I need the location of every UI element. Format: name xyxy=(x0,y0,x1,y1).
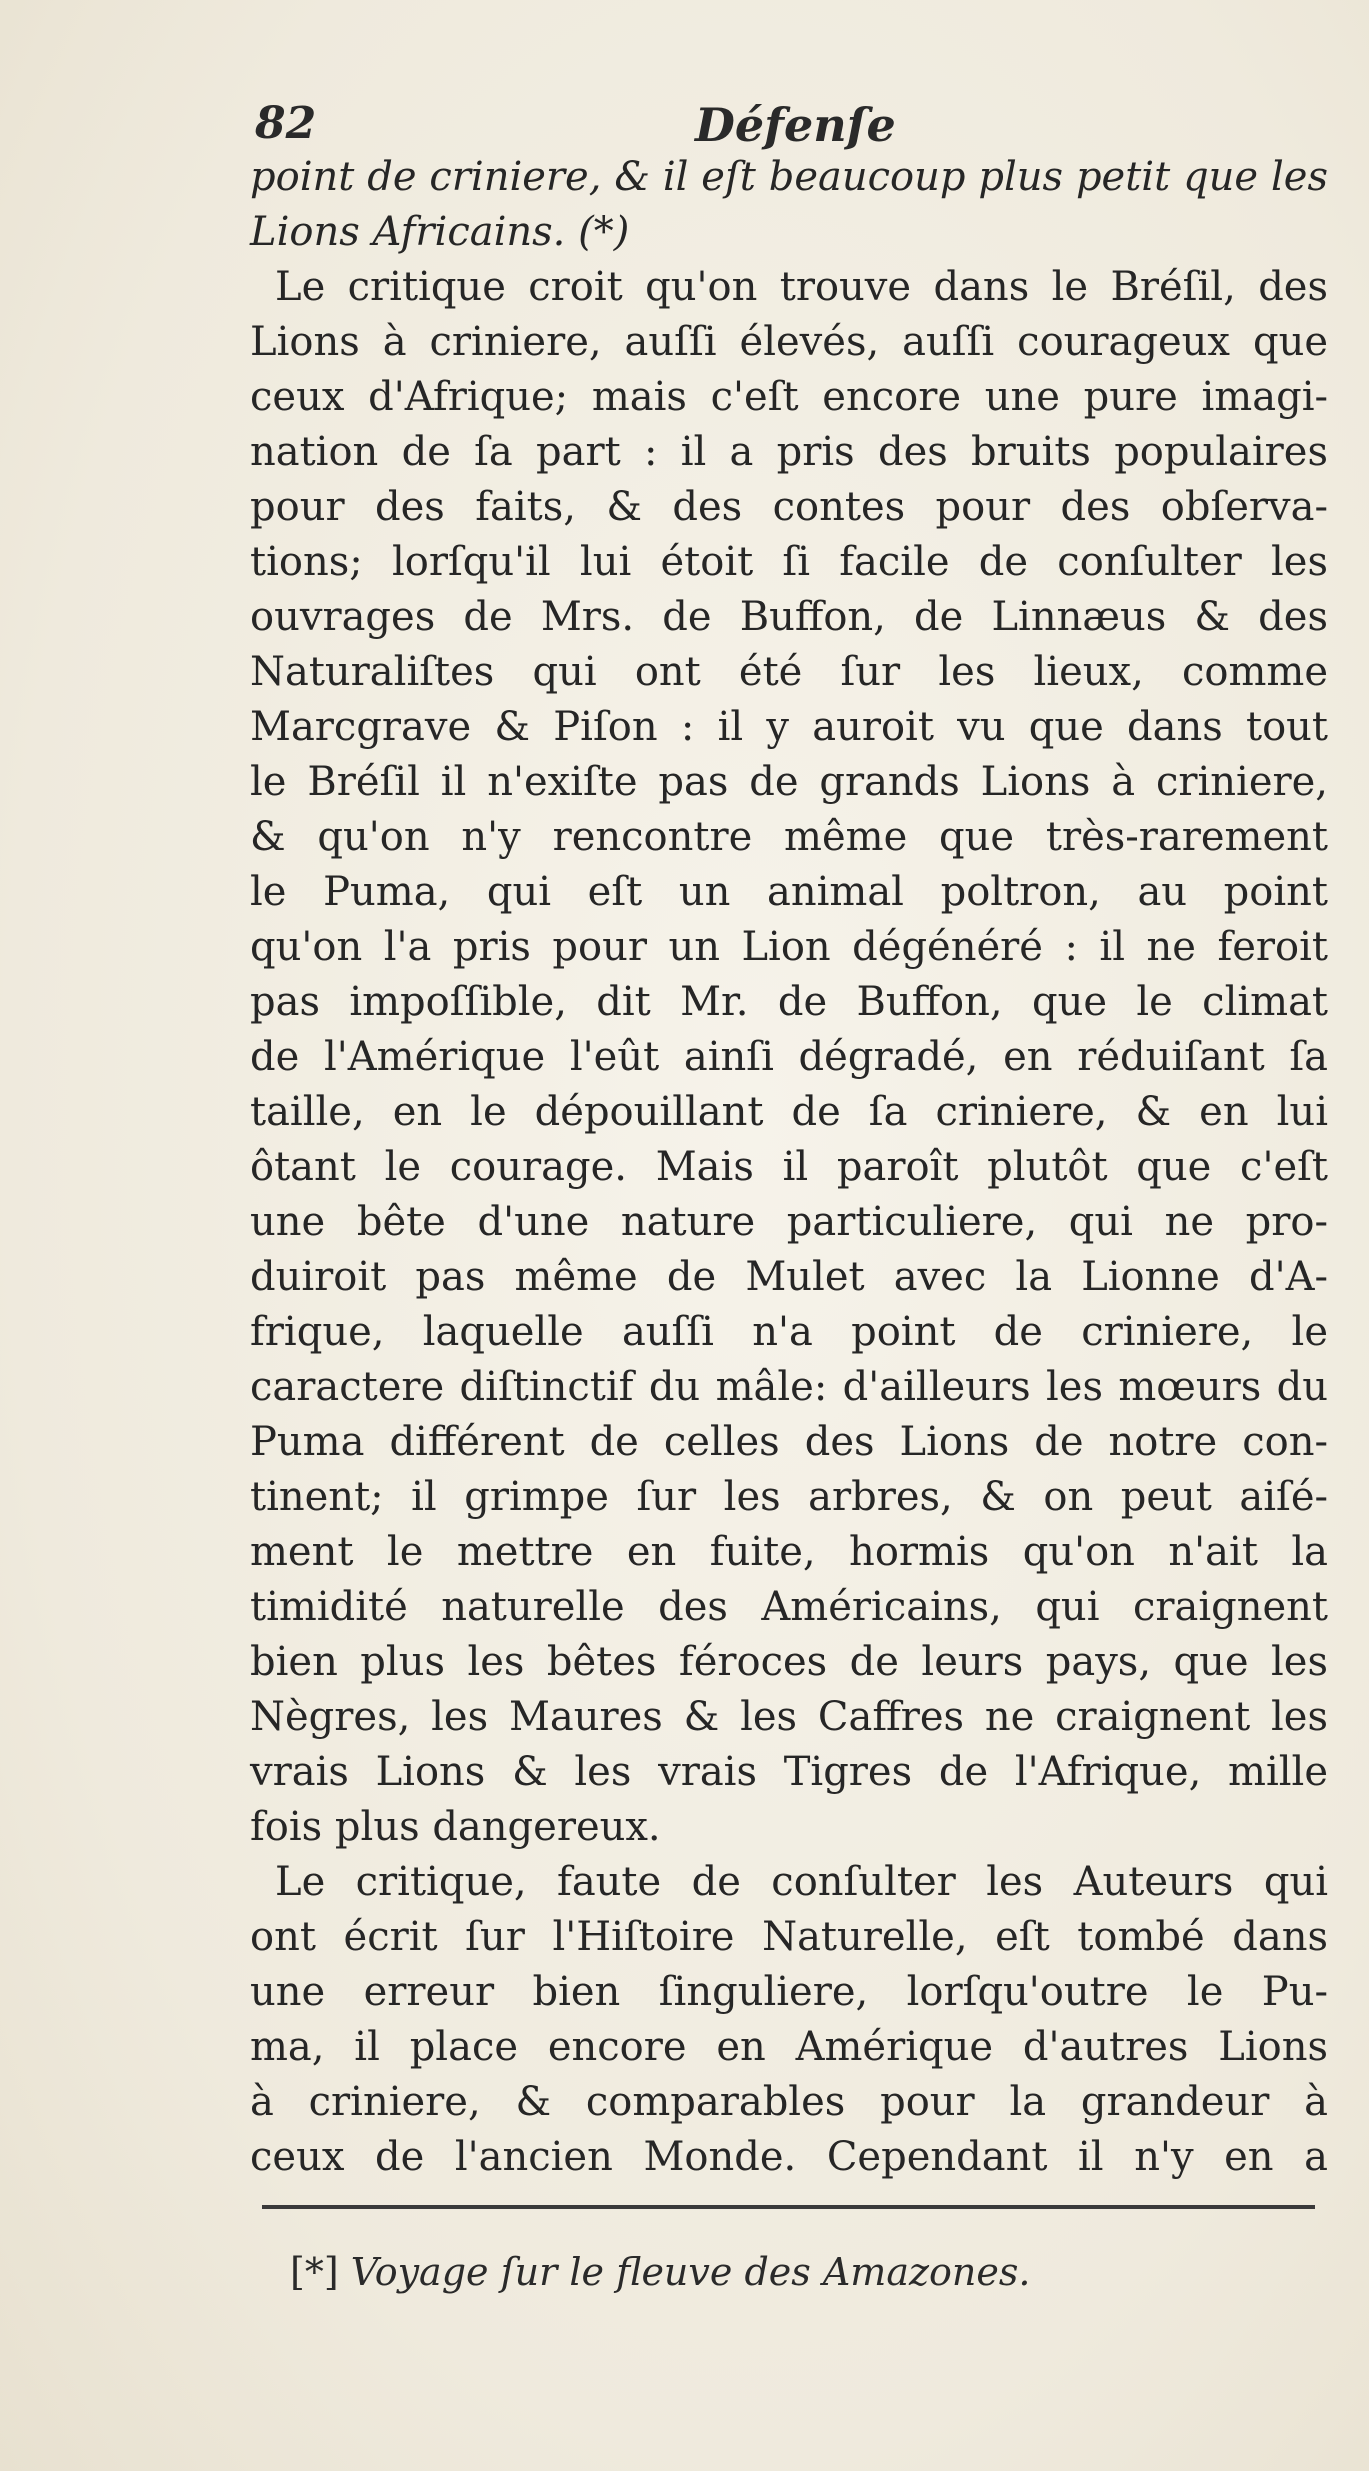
text-line: bien plus les bêtes féroces de leurs pays, que les xyxy=(250,1639,1328,1685)
text-line: pas impoſſible, dit Mr. de Buffon, que le climat xyxy=(250,979,1328,1025)
text-line: nation de ſa part : il a pris des bruits populaires xyxy=(250,429,1328,475)
text-line: vrais Lions & les vrais Tigres de l'Afrique, mille xyxy=(250,1749,1328,1795)
text-line: une erreur bien ſinguliere, lorſqu'outre le Pu- xyxy=(250,1969,1328,2015)
text-line: à criniere, & comparables pour la grandeur à xyxy=(250,2079,1328,2125)
footnote-text: Voyage ſur le fleuve des Amazones. xyxy=(350,2250,1031,2294)
text-line: Lions Africains. (*) xyxy=(250,209,630,255)
text-line: Lions à criniere, auſſi élevés, auſſi courageux que xyxy=(250,319,1328,365)
text-line: Naturaliſtes qui ont été ſur les lieux, comme xyxy=(250,649,1328,695)
text-line: ceux de l'ancien Monde. Cependant il n'y en a xyxy=(250,2134,1328,2180)
text-line: caractere diſtinctif du mâle: d'ailleurs les mœurs du xyxy=(250,1364,1328,1410)
text-line: le Bréſil il n'exiſte pas de grands Lions à criniere, xyxy=(250,759,1328,805)
footnote-marker: [*] xyxy=(290,2250,339,2294)
text-line: une bête d'une nature particuliere, qui ne pro- xyxy=(250,1199,1328,1245)
text-line: le Puma, qui eſt un animal poltron, au point xyxy=(250,869,1328,915)
text-line: tions; lorſqu'il lui étoit ſi facile de conſulter les xyxy=(250,539,1328,585)
text-line: Puma différent de celles des Lions de notre con- xyxy=(250,1419,1328,1465)
running-title: Défenſe xyxy=(695,98,896,152)
text-line: timidité naturelle des Américains, qui craignent xyxy=(250,1584,1328,1630)
footnote-divider xyxy=(262,2205,1315,2209)
text-line: ma, il place encore en Amérique d'autres Lions xyxy=(250,2024,1328,2070)
text-line: taille, en le dépouillant de ſa criniere, & en lui xyxy=(250,1089,1328,1135)
text-line: duiroit pas même de Mulet avec la Lionne d'A- xyxy=(250,1254,1328,1300)
footnote xyxy=(290,2250,1030,2294)
text-line: fois plus dangereux. xyxy=(250,1804,661,1850)
page-header xyxy=(255,98,1315,158)
text-line: Marcgrave & Piſon : il y auroit vu que dans tout xyxy=(250,704,1328,750)
body-text xyxy=(250,150,1328,2185)
text-line: ôtant le courage. Mais il paroît plutôt que c'eſt xyxy=(250,1144,1328,1190)
page-number: 82 xyxy=(255,98,317,149)
text-line: ment le mettre en fuite, hormis qu'on n'ait la xyxy=(250,1529,1328,1575)
text-line: frique, laquelle auſſi n'a point de criniere, le xyxy=(250,1309,1328,1355)
text-line: Le critique, faute de conſulter les Auteurs qui xyxy=(275,1859,1328,1905)
text-line: de l'Amérique l'eût ainſi dégradé, en réduiſant ſa xyxy=(250,1034,1328,1080)
text-line: Le critique croit qu'on trouve dans le Bréſil, des xyxy=(275,264,1328,310)
text-line: pour des faits, & des contes pour des obſerva- xyxy=(250,484,1328,530)
text-line: ouvrages de Mrs. de Buffon, de Linnæus & des xyxy=(250,594,1328,640)
text-line: ont écrit ſur l'Hiſtoire Naturelle, eſt tombé dans xyxy=(250,1914,1328,1960)
text-line: qu'on l'a pris pour un Lion dégénéré : il ne feroit xyxy=(250,924,1328,970)
text-line: & qu'on n'y rencontre même que très-rarement xyxy=(250,814,1328,860)
text-line: ceux d'Afrique; mais c'eſt encore une pure imagi- xyxy=(250,374,1328,420)
text-line: point de criniere, & il eſt beaucoup plus petit que les xyxy=(250,154,1328,200)
text-line: Nègres, les Maures & les Caffres ne craignent les xyxy=(250,1694,1328,1740)
text-line: tinent; il grimpe ſur les arbres, & on peut aiſé- xyxy=(250,1474,1328,1520)
